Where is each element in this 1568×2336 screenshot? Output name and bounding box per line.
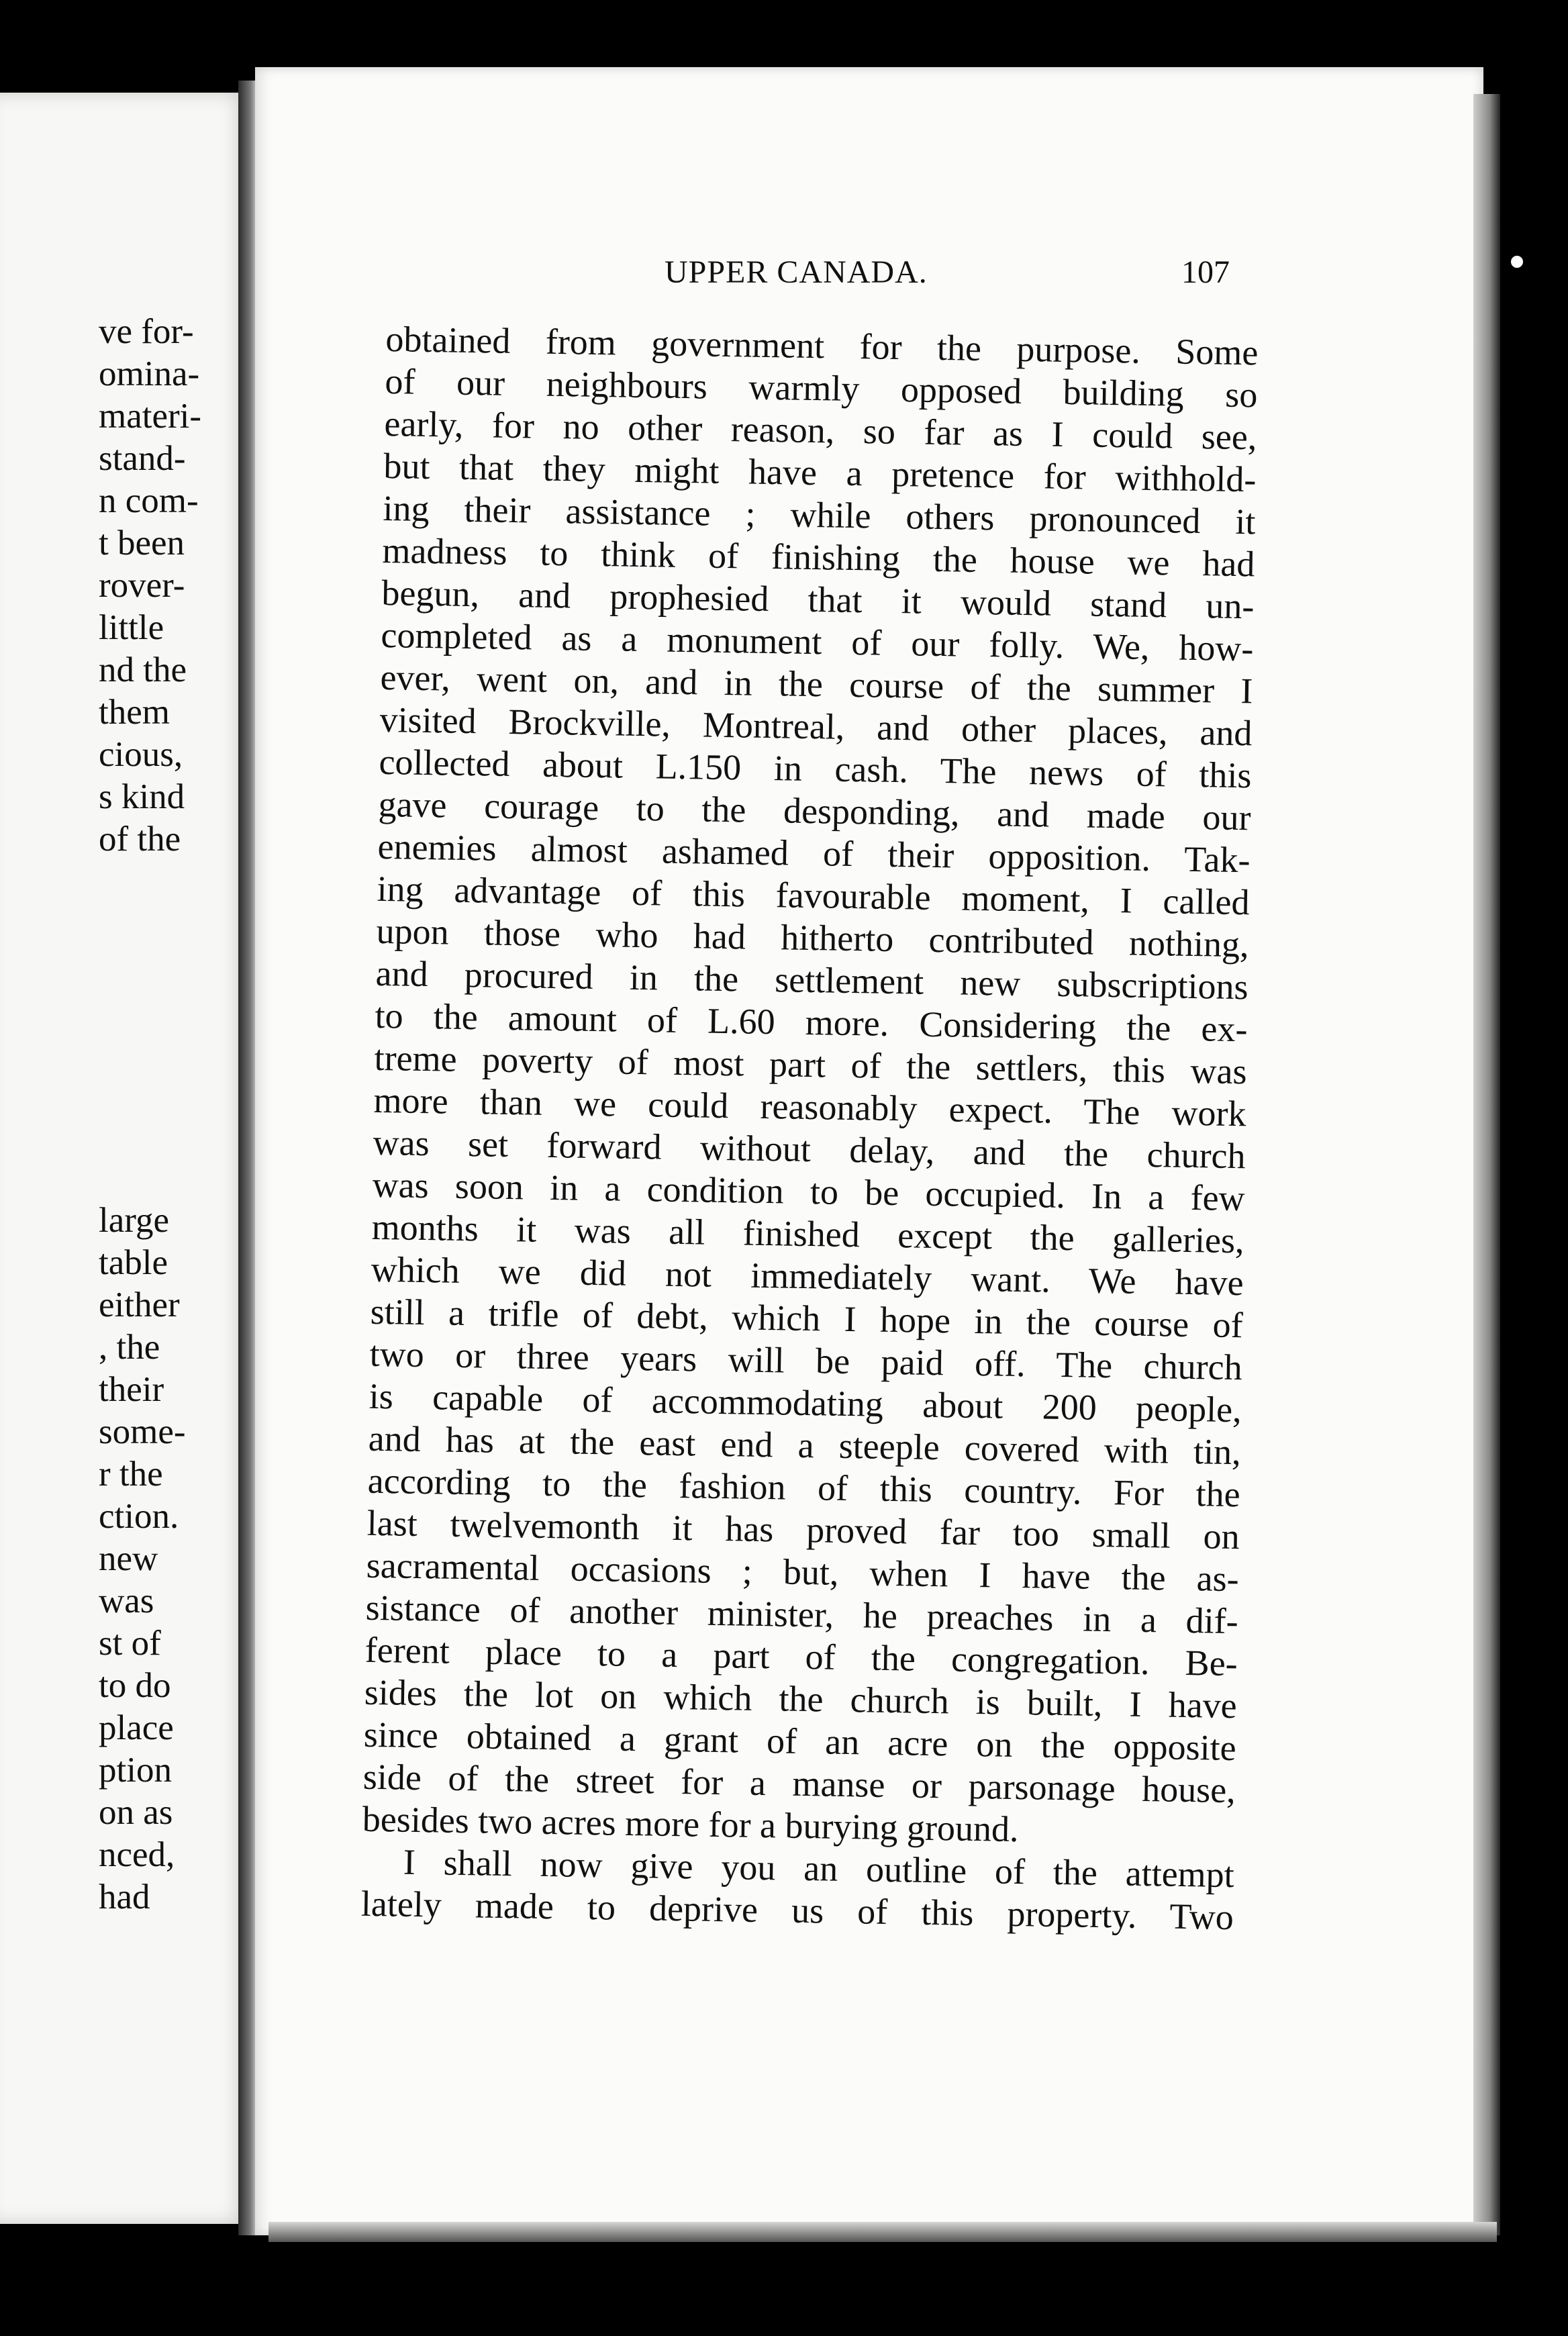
text-line: gave courage to the desponding, and made our xyxy=(378,783,1251,838)
text-line: madness to think of finishing the house we had xyxy=(382,530,1255,585)
text-line: was soon in a condition to be occupied. In a few xyxy=(372,1164,1246,1219)
text-line: to the amount of L.60 more. Considering the ex- xyxy=(375,995,1248,1050)
text-line: enemies almost ashamed of their opposition. Tak- xyxy=(377,826,1251,881)
text-line: begun, and prophesied that it would stand un- xyxy=(381,572,1255,627)
text-line: besides two acres more for a burying ground. xyxy=(362,1798,1019,1850)
facing-page-line: either xyxy=(99,1285,180,1324)
page-number: 107 xyxy=(1181,254,1230,290)
facing-page-line: place xyxy=(99,1708,174,1747)
text-line: visited Brockville, Montreal, and other places, and xyxy=(379,699,1253,754)
facing-page-line: ction. xyxy=(99,1497,179,1536)
facing-page-line: little xyxy=(99,608,164,647)
page-edge xyxy=(1473,94,1500,2235)
text-line: was set forward without delay, and the church xyxy=(373,1122,1246,1177)
text-line: which we did not immediately want. We have xyxy=(371,1249,1244,1304)
text-line: obtained from government for the purpose. Some xyxy=(385,318,1259,373)
facing-page-line: them xyxy=(99,693,170,732)
text-line: I shall now give you an outline of the attempt xyxy=(403,1841,1235,1896)
text-line: sistance of another minister, he preaches in a dif- xyxy=(365,1587,1239,1642)
text-line: collected about L.150 in cash. The news of this xyxy=(379,741,1252,796)
facing-page-line: st of xyxy=(99,1624,161,1663)
text-line: sacramental occasions ; but, when I have the as- xyxy=(366,1545,1240,1600)
text-line: two or three years will be paid off. The church xyxy=(369,1333,1243,1388)
text-line: completed as a monument of our folly. We, how- xyxy=(381,614,1254,669)
facing-page-line: on as xyxy=(99,1793,173,1832)
facing-page-line: their xyxy=(99,1370,164,1409)
page-bottom-edge xyxy=(268,2222,1497,2242)
facing-page-line: had xyxy=(99,1878,150,1916)
text-line: lately made to deprive us of this property. Two xyxy=(360,1883,1234,1938)
facing-page-line: rover- xyxy=(99,566,185,605)
facing-page-line: large xyxy=(99,1201,169,1240)
text-line: months it was all finished except the galleries, xyxy=(371,1206,1245,1261)
text-line: early, for no other reason, so far as I could see, xyxy=(384,403,1257,458)
facing-page-line: cious, xyxy=(99,735,183,774)
facing-page-line: s kind xyxy=(99,777,185,816)
text-line: but that they might have a pretence for withhold- xyxy=(383,445,1257,500)
text-line: still a trifle of debt, which I hope in the course of xyxy=(370,1291,1244,1346)
facing-page-line: nced, xyxy=(99,1835,175,1874)
facing-page-line: materi- xyxy=(99,397,202,436)
text-line: and has at the east end a steeple covered with tin, xyxy=(368,1418,1242,1473)
facing-page-line: ve for- xyxy=(99,312,194,351)
body-text xyxy=(360,318,1258,1939)
facing-page-line: t been xyxy=(99,524,185,563)
facing-page-line: , the xyxy=(99,1328,160,1367)
text-line: ferent place to a part of the congregation. Be- xyxy=(364,1629,1238,1684)
text-line: side of the street for a manse or parsonage house, xyxy=(362,1756,1236,1811)
facing-page-line: new xyxy=(99,1539,158,1578)
text-line: sides the lot on which the church is built, I have xyxy=(364,1671,1238,1726)
text-line: ing advantage of this favourable moment, I called xyxy=(377,868,1250,923)
facing-page-line: omina- xyxy=(99,354,200,393)
facing-page-line: nd the xyxy=(99,650,187,689)
text-line: more than we could reasonably expect. The work xyxy=(373,1079,1247,1134)
text-line: last twelvemonth it has proved far too small on xyxy=(366,1502,1240,1557)
text-line: ing their assistance ; while others pronounced it xyxy=(383,487,1256,542)
facing-page-line: table xyxy=(99,1243,168,1282)
facing-page-line: to do xyxy=(99,1666,171,1705)
text-line: of our neighbours warmly opposed building so xyxy=(385,360,1258,416)
text-line: and procured in the settlement new subscriptions xyxy=(375,953,1248,1008)
facing-page-line: was xyxy=(99,1581,154,1620)
binding-hole xyxy=(1507,252,1527,272)
facing-page-line: of the xyxy=(99,820,181,859)
facing-page-line: stand- xyxy=(99,439,186,478)
facing-page-line: r the xyxy=(99,1455,163,1494)
text-line: since obtained a grant of an acre on the opposite xyxy=(363,1714,1237,1769)
running-head: UPPER CANADA. xyxy=(665,254,928,290)
facing-page xyxy=(0,93,252,2224)
facing-page-line: some- xyxy=(99,1412,186,1451)
text-line: according to the fashion of this country. For the xyxy=(367,1460,1241,1515)
text-line: treme poverty of most part of the settlers, this was xyxy=(374,1037,1248,1092)
facing-page-line: ption xyxy=(99,1751,172,1790)
text-line: is capable of accommodating about 200 people, xyxy=(369,1375,1242,1430)
text-line: ever, went on, and in the course of the summer I xyxy=(380,656,1253,712)
facing-page-line: n com- xyxy=(99,481,199,520)
text-line: upon those who had hitherto contributed nothing, xyxy=(376,910,1249,965)
